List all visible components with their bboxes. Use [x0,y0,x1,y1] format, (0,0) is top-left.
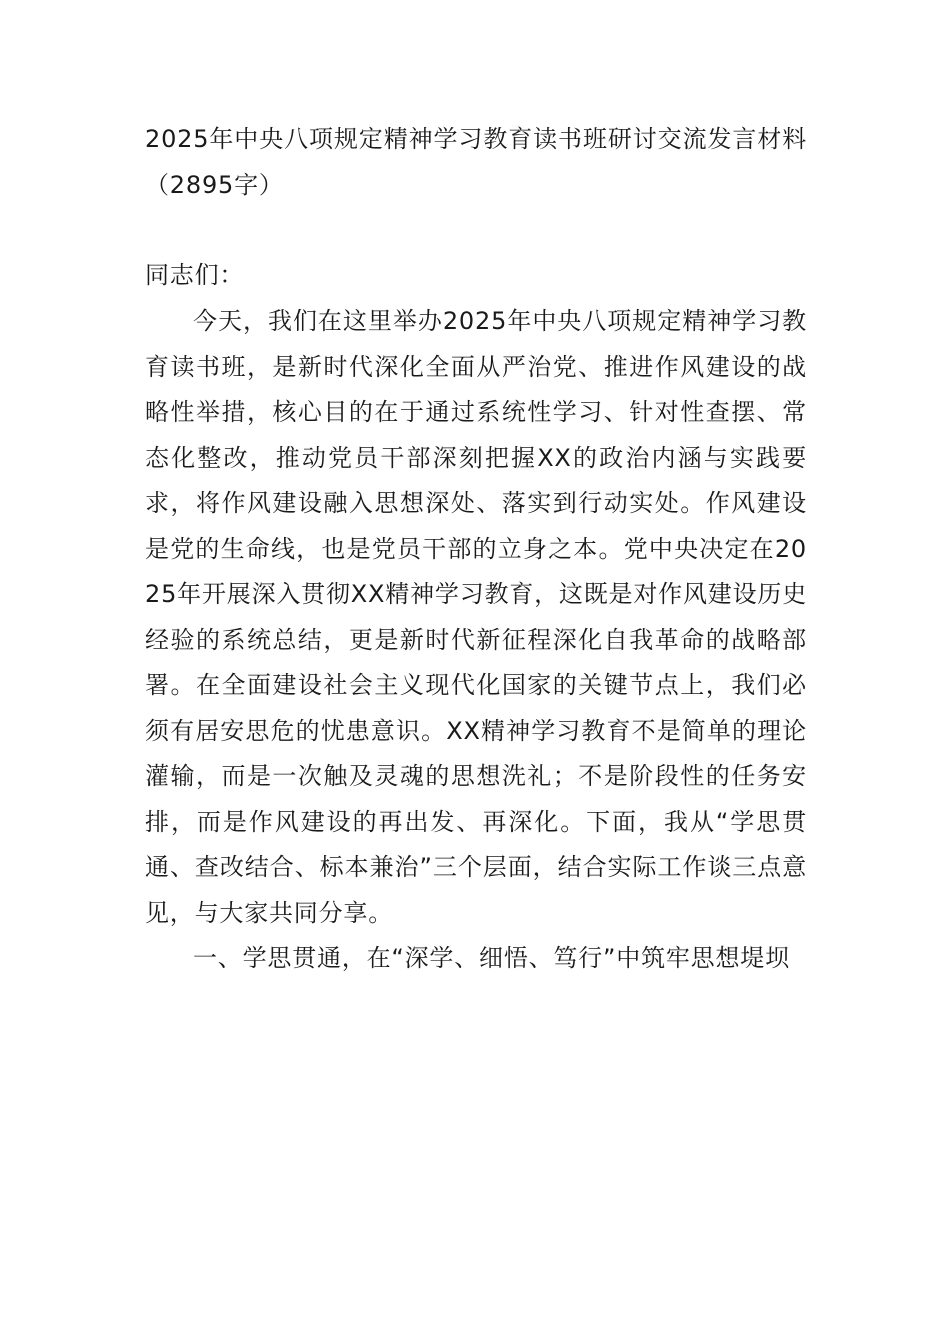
salutation: 同志们： [145,261,245,289]
document-body [145,299,807,982]
document-title: 2025年中央八项规定精神学习教育读书班研讨交流发言材料（2895字） [145,125,807,199]
body-paragraph: 今天，我们在这里举办2025年中央八项规定精神学习教育读书班，是新时代深化全面从严治党、推进作风建设的战略性举措，核心目的在于通过系统性学习、针对性查摆、常态化整改，推动党员干部深刻把握XX的政治内涵与实践要求，将作风建设融入思想深处、落实到行动实处。作风建设是党的生命线，也是党员干部的立身之本。党中央决定在2025年开展深入贯彻XX精神学习教育，这既是对作风建设历史经验的系统总结，更是新时代新征程深化自我革命的战略部署。在全面建设社会主义现代化国家的关键节点上，我们必须有居安思危的忧患意识。XX精神学习教育不是简单的理论灌输，而是一次触及灵魂的思想洗礼；不是阶段性的任务安排，而是作风建设的再出发、再深化。下面，我从“学思贯通、查改结合、标本兼治”三个层面，结合实际工作谈三点意见，与大家共同分享。 [145,307,807,927]
section-heading: 一、学思贯通，在“深学、细悟、笃行”中筑牢思想堤坝 [193,944,790,972]
